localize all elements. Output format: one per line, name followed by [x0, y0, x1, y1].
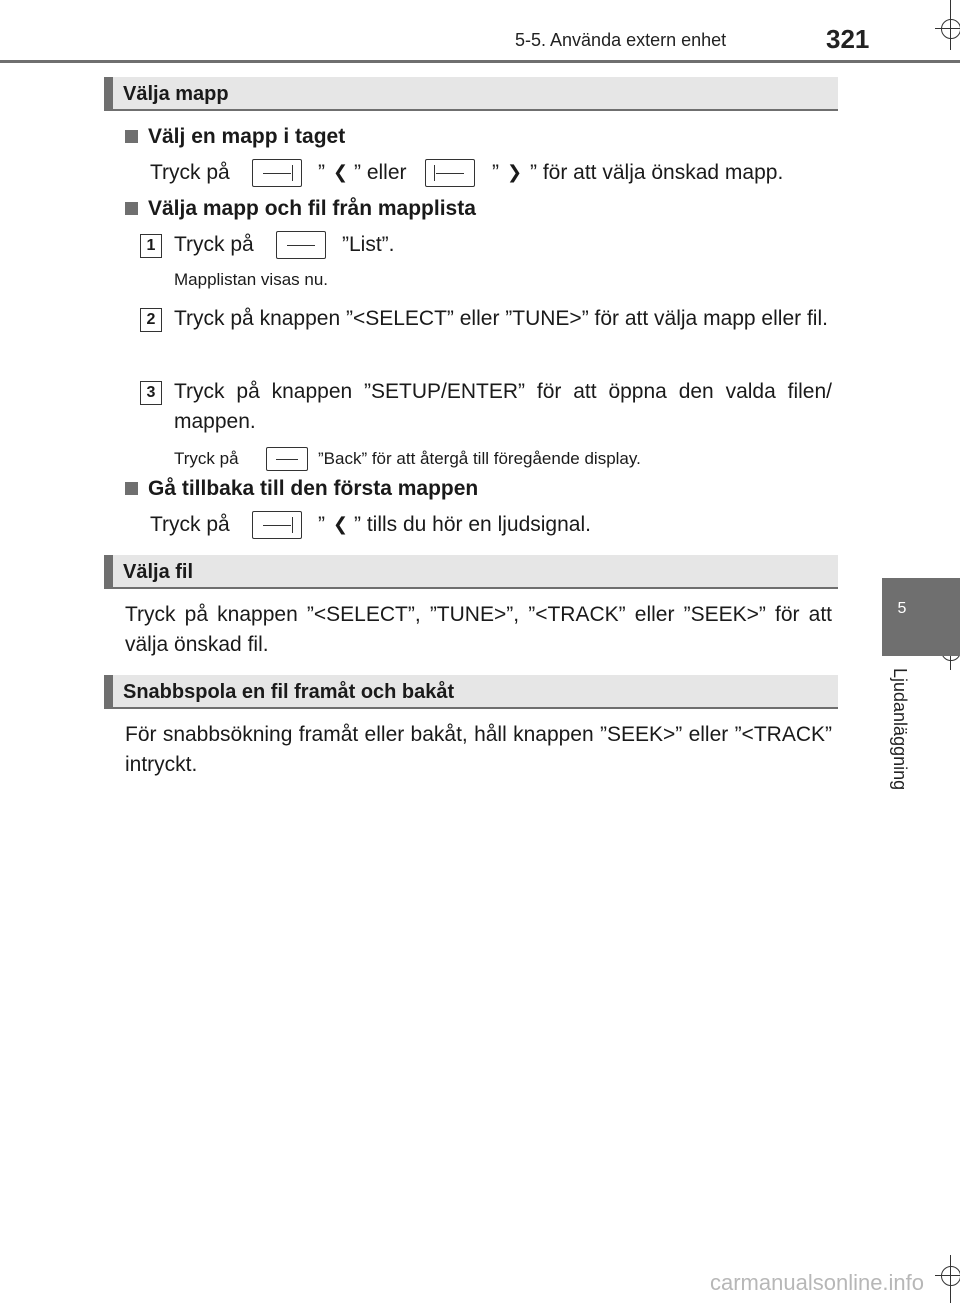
text: Tryck på — [150, 513, 230, 536]
square-bullet-icon — [125, 482, 138, 495]
line-select-folder — [150, 158, 230, 188]
paragraph-file: Tryck på knappen ”<SELECT”, ”TUNE>”, ”<TRACK” eller ”SEEK>” för att välja önskad fil. — [125, 603, 832, 656]
text: ” — [492, 161, 499, 184]
chevron-left-icon: ❮ — [333, 162, 349, 182]
text: ”List”. — [342, 233, 395, 256]
note: Mapplistan visas nu. — [174, 270, 329, 289]
note: Tryck på — [174, 449, 239, 468]
preset-button-icon — [266, 447, 308, 471]
header-rule — [0, 60, 960, 63]
subheading-first-folder — [125, 474, 478, 504]
section-heading-text: Välja mapp — [123, 83, 229, 105]
paragraph-seek: För snabbsökning framåt eller bakåt, håll knappen ”SEEK>” eller ”<TRACK” intryckt. — [125, 723, 832, 776]
subheading-folder-list — [125, 194, 476, 224]
text: Tryck på — [150, 161, 230, 184]
chapter-label: Ljudanläggning — [890, 668, 910, 791]
subheading-text: Välj en mapp i taget — [148, 125, 346, 148]
square-bullet-icon — [125, 130, 138, 143]
text: ” för att välja önskad mapp. — [530, 161, 784, 184]
step-number: 1 — [140, 234, 162, 258]
step-text: Tryck på knappen ”<SELECT” eller ”TUNE>” för att välja mapp eller fil. — [174, 307, 828, 330]
text: ” — [318, 513, 325, 536]
chapter-number: 5 — [897, 600, 907, 617]
step-number: 2 — [140, 308, 162, 332]
section-heading-file — [104, 555, 838, 589]
preset-button-icon — [425, 159, 475, 187]
page-number: 321 — [826, 24, 870, 54]
crop-mark — [941, 19, 960, 39]
section-heading-seek — [104, 675, 838, 709]
square-bullet-icon — [125, 202, 138, 215]
preset-button-icon — [276, 231, 326, 259]
section-heading-text: Snabbspola en fil framåt och bakåt — [123, 681, 455, 703]
note: ”Back” för att återgå till föregående display. — [318, 449, 641, 468]
text: ” tills du hör en ljudsignal. — [354, 513, 591, 536]
text: Tryck på — [174, 233, 254, 256]
subheading-one-folder — [125, 122, 345, 152]
chevron-right-icon: ❯ — [507, 162, 523, 182]
subheading-text: Välja mapp och fil från mapplista — [148, 197, 476, 220]
preset-button-icon — [252, 159, 302, 187]
section-title: 5-5. Använda extern enhet — [515, 30, 727, 50]
text: ” eller — [354, 161, 407, 184]
section-heading-folder — [104, 77, 838, 111]
preset-button-icon — [252, 511, 302, 539]
watermark: carmanualsonline.info — [710, 1270, 925, 1295]
step-number: 3 — [140, 381, 162, 405]
chevron-left-icon: ❮ — [333, 514, 349, 534]
section-heading-text: Välja fil — [123, 561, 194, 583]
text: ” — [318, 161, 325, 184]
subheading-text: Gå tillbaka till den första mappen — [148, 477, 479, 500]
step-text: Tryck på knappen ”SETUP/ENTER” för att öppna den valda filen/ mappen. — [174, 380, 832, 433]
crop-mark — [941, 1266, 960, 1286]
